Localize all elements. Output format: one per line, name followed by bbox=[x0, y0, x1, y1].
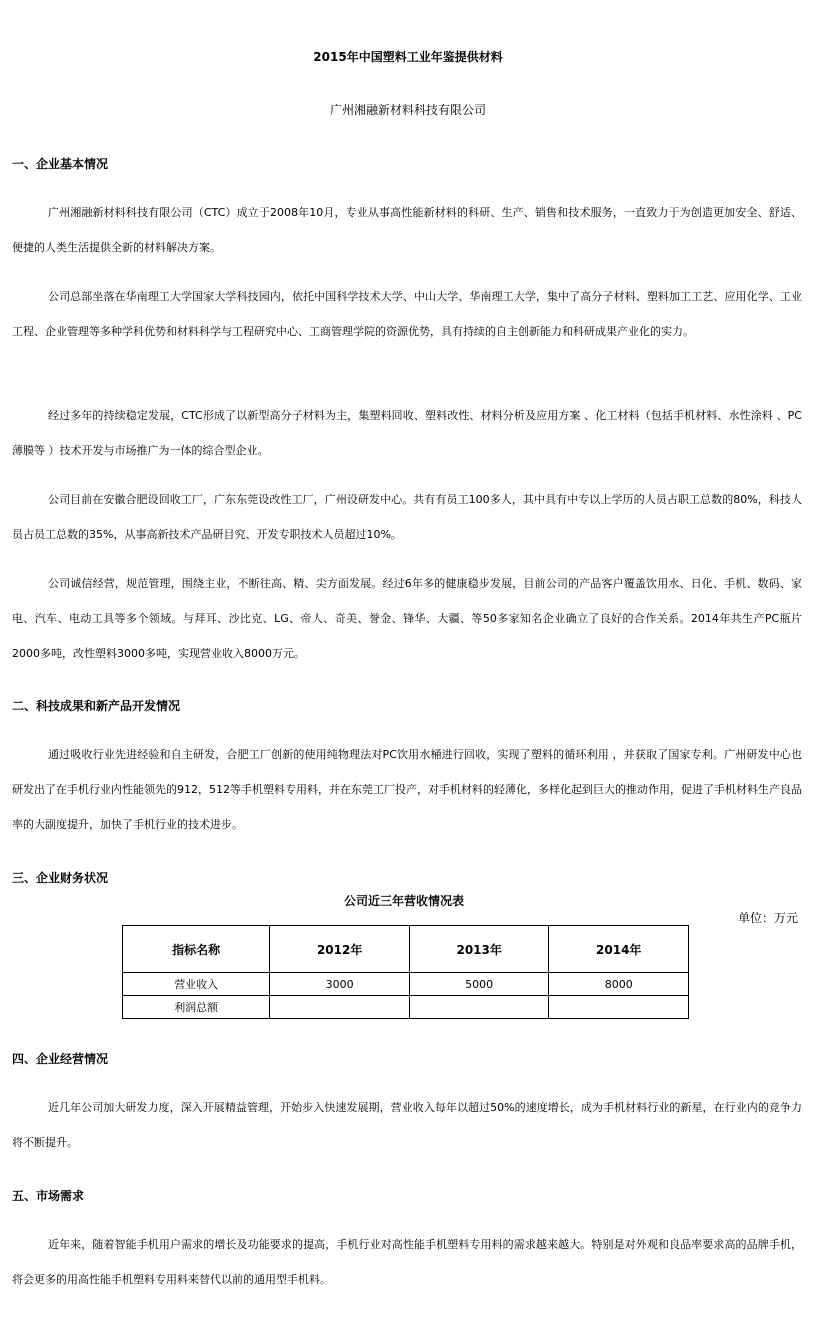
table-cell: 8000 bbox=[549, 973, 689, 996]
document-title: 2015年中国塑料工业年鉴提供材料 bbox=[313, 50, 503, 64]
paragraph-market: 近年来，随着智能手机用户需求的增长及功能要求的提高，手机行业对高性能手机塑料专用料的需求越来越大。特别是对外观和良品率要求高的品牌手机，将会更多的用高性能手机塑料专用料来替代以前的通用型手机料。 bbox=[12, 1238, 802, 1286]
table-cell bbox=[270, 996, 410, 1019]
table-cell bbox=[409, 996, 549, 1019]
section-heading-operations: 四、企业经营情况 bbox=[12, 1052, 109, 1066]
paragraph-company-intro: 广州湘融新材料科技有限公司（CTC）成立于2008年10月，专业从事高性能新材料的科研、生产、销售和技术服务，一直致力于为创造更加安全、舒适、便捷的人类生活提供全新的材料解决方案。 bbox=[12, 206, 802, 254]
table-header-row bbox=[123, 926, 689, 973]
table-row bbox=[123, 973, 689, 996]
table-unit: 单位：万元 bbox=[737, 911, 798, 925]
paragraph-business: 公司诚信经营，规范管理，围绕主业，不断往高、精、尖方面发展。经过6年多的健康稳步发展，目前公司的产品客户覆盖饮用水、日化、手机、数码、家电、汽车、电动工具等多个领域。与拜耳、沙比克、LG、帝人、奇美、誉金、锋华、大疆、等50多家知名企业确立了良好的合作关系。2014年共生产PC瓶片2000多吨，改性塑料3000多吨，实现营业收入8000万元。 bbox=[12, 577, 802, 660]
section-heading-market: 五、市场需求 bbox=[12, 1189, 85, 1203]
paragraph-development: 经过多年的持续稳定发展，CTC形成了以新型高分子材料为主，集塑料回收、塑料改性、材料分析及应用方案 、化工材料（包括手机材料、水性涂料 、PC薄膜等 ）技术开发与市场推广为一体的综合型企业。 bbox=[12, 409, 802, 457]
company-name: 广州湘融新材料科技有限公司 bbox=[329, 103, 486, 117]
paragraph-facilities: 公司目前在安徽合肥设回收工厂，广东东莞设改性工厂，广州设研发中心。共有有员工100多人，其中具有中专以上学历的人员占职工总数的80%，科技人员占员工总数的35%，从事高新技术产品研目究、开发专职技术人员超过10%。 bbox=[12, 493, 802, 541]
table-cell: 营业收入 bbox=[123, 973, 270, 996]
table-header-cell: 2014年 bbox=[549, 926, 689, 973]
section-heading-finance: 三、企业财务状况 bbox=[12, 871, 109, 885]
table-header-cell: 2012年 bbox=[270, 926, 410, 973]
table-cell: 利润总额 bbox=[123, 996, 270, 1019]
section-heading-rnd: 二、科技成果和新产品开发情况 bbox=[12, 699, 181, 713]
paragraph-headquarters: 公司总部坐落在华南理工大学国家大学科技园内，依托中国科学技术大学、中山大学、华南理工大学，集中了高分子材料、塑料加工工艺、应用化学、工业工程、企业管理等多种学科优势和材料科学与工程研究中心、工商管理学院的资源优势，具有持续的自主创新能力和科研成果产业化的实力。 bbox=[12, 290, 802, 338]
section-heading-basic-info: 一、企业基本情况 bbox=[12, 157, 109, 171]
table-cell bbox=[549, 996, 689, 1019]
paragraph-rnd: 通过吸收行业先进经验和自主研发，合肥工厂创新的使用纯物理法对PC饮用水桶进行回收，实现了塑料的循环利用 ，并获取了国家专利。广州研发中心也研发出了在手机行业内性能领先的912，512等手机塑料专用料，并在东莞工厂投产，对手机材料的轻薄化，多样化起到巨大的推动作用，促进了手机材料生产良品率的大副度提升，加快了手机行业的技术进步。 bbox=[12, 748, 802, 831]
revenue-table bbox=[122, 925, 689, 1019]
table-cell: 3000 bbox=[270, 973, 410, 996]
table-cell: 5000 bbox=[409, 973, 549, 996]
table-header-cell: 2013年 bbox=[409, 926, 549, 973]
paragraph-operations: 近几年公司加大研发力度，深入开展精益管理，开始步入快速发展期，营业收入每年以超过50%的速度增长，成为手机材料行业的新星，在行业内的竞争力将不断提升。 bbox=[12, 1101, 802, 1149]
table-title: 公司近三年营收情况表 bbox=[343, 894, 464, 908]
table-row bbox=[123, 996, 689, 1019]
table-header-cell: 指标名称 bbox=[123, 926, 270, 973]
